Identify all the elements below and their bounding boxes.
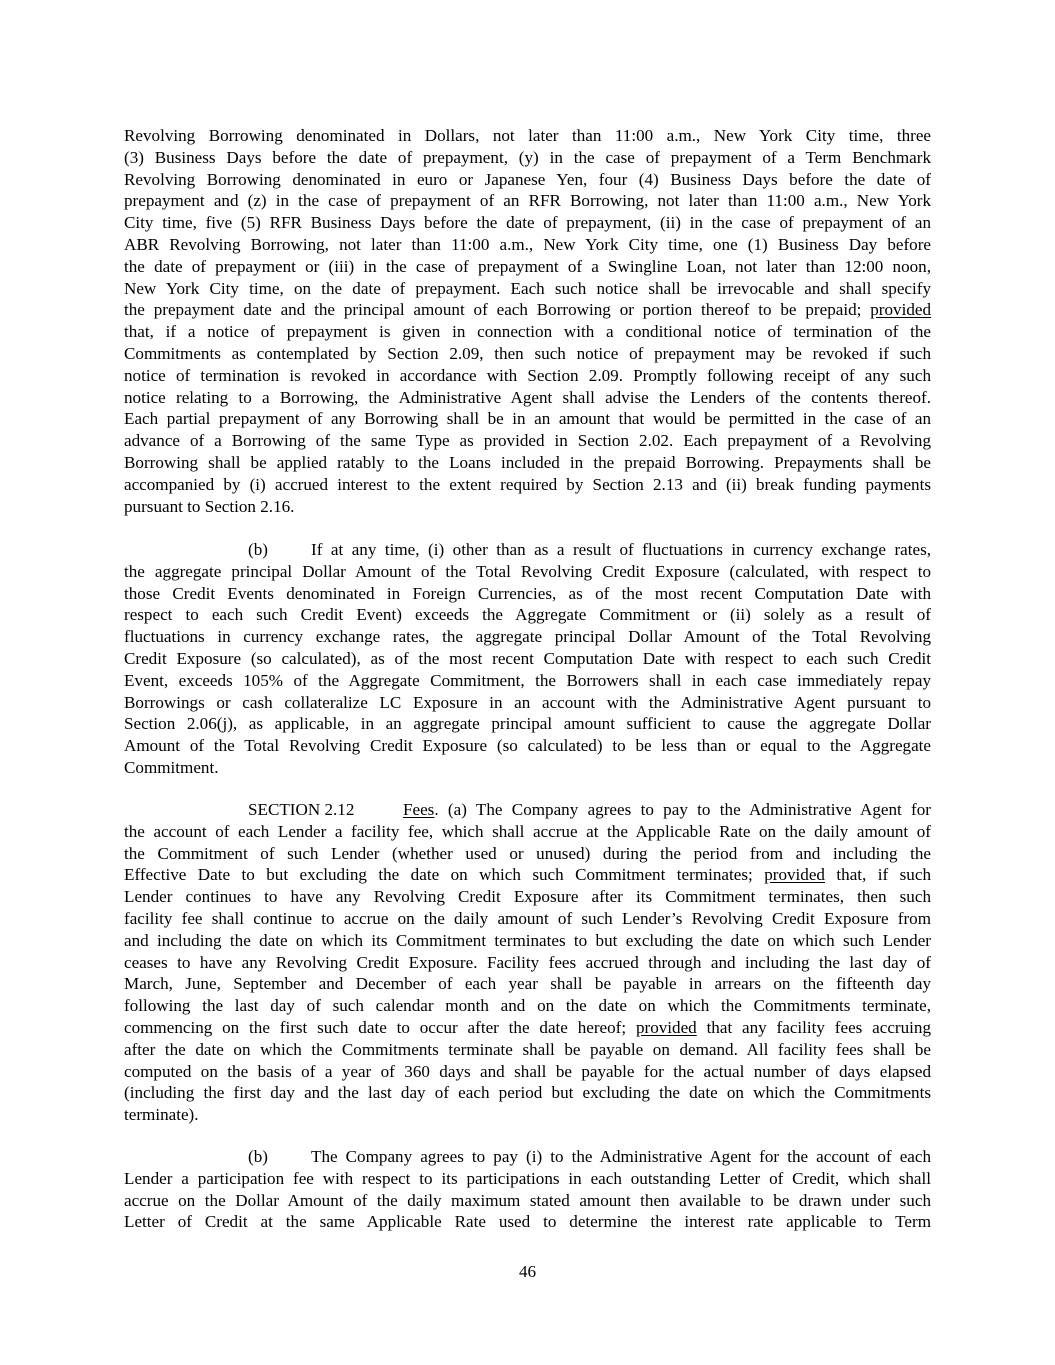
- text-fragment: commencing on the first such date to occur after the date hereof;: [124, 1017, 627, 1037]
- text-line: Each partial prepayment of any Borrowing shall be in an amount that would be permitted in the case of an: [124, 409, 931, 429]
- text-line: [124, 539, 931, 561]
- text-fragment: that, if such: [836, 865, 931, 885]
- text-line: the Commitment of such Lender (whether used or unused) during the period from and including the: [124, 843, 931, 863]
- text-line: advance of a Borrowing of the same Type as provided in Section 2.02. Each prepayment of a Revolving: [124, 431, 931, 451]
- text-line: accrue on the Dollar Amount of the daily maximum stated amount then available to be drawn under such: [124, 1190, 931, 1210]
- text-line: Commitment.: [124, 757, 219, 777]
- text-line: notice of termination is revoked in accordance with Section 2.09. Promptly following receipt of any such: [124, 365, 931, 385]
- text-line: those Credit Events denominated in Foreign Currencies, as of the most recent Computation Date with: [124, 583, 931, 603]
- text-line: terminate).: [124, 1105, 199, 1125]
- text-line: and including the date on which its Commitment terminates to but excluding the date on which such Lender: [124, 930, 931, 950]
- text-line: fluctuations in currency exchange rates, the aggregate principal Dollar Amount of the Total Revolving: [124, 627, 931, 647]
- text-line: Amount of the Total Revolving Credit Exposure (so calculated) to be less than or equal to the Aggregate: [124, 736, 931, 756]
- text-fragment: Effective Date to but excluding the date on which such Commitment terminates;: [124, 865, 753, 885]
- subsection-label: (b): [248, 540, 268, 559]
- text-line: Borrowings or cash collateralize LC Exposure in an account with the Administrative Agent pursuant to: [124, 692, 931, 712]
- text-line: Revolving Borrowing denominated in Dollars, not later than 11:00 a.m., New York City time, three: [124, 126, 931, 145]
- text-line: [124, 864, 931, 886]
- text-line: Lender a participation fee with respect to its participations in each outstanding Letter of Credit, which shall: [124, 1168, 931, 1188]
- text-line: ceases to have any Revolving Credit Exposure. Facility fees accrued through and including the last day of: [124, 952, 931, 972]
- text-line: Commitments as contemplated by Section 2.09, then such notice of prepayment may be revoked if such: [124, 343, 931, 363]
- text-line: Lender continues to have any Revolving Credit Exposure after its Commitment terminates, then such: [124, 887, 931, 907]
- text-line: ABR Revolving Borrowing, not later than 11:00 a.m., New York City time, one (1) Business Day before: [124, 234, 931, 254]
- text-line: following the last day of such calendar month and on the date on which the Commitments terminate,: [124, 996, 931, 1016]
- section-2-12-b-paragraph: [124, 1146, 931, 1233]
- section-number: SECTION 2.12: [248, 800, 355, 819]
- text-line: the date of prepayment or (iii) in the case of prepayment of a Swingline Loan, not later than 12:00 noon,: [124, 256, 931, 276]
- text-line: Credit Exposure (so calculated), as of the most recent Computation Date with respect to each such Credit: [124, 648, 931, 668]
- text-fragment: If at any time, (i) other than as a result of fluctuations in currency exchange rates,: [311, 540, 931, 559]
- text-line: prepayment and (z) in the case of prepayment of an RFR Borrowing, not later than 11:00 a.m., New York: [124, 191, 931, 211]
- text-line: notice relating to a Borrowing, the Administrative Agent shall advise the Lenders of the contents thereof.: [124, 387, 931, 407]
- provided-underlined: provided: [635, 1017, 697, 1037]
- text-line: (including the first day and the last day of each period but excluding the date on which the Commitments: [124, 1083, 931, 1103]
- text-line: after the date on which the Commitments terminate shall be payable on demand. All facility fees shall be: [124, 1039, 931, 1059]
- text-line: the aggregate principal Dollar Amount of the Total Revolving Credit Exposure (calculated, with respect to: [124, 561, 931, 581]
- text-line: [124, 1146, 931, 1168]
- section-heading: Fees: [403, 800, 435, 819]
- text-line: facility fee shall continue to accrue on the daily amount of such Lender’s Revolving Credit Exposure from: [124, 908, 931, 928]
- text-line: New York City time, on the date of prepayment. Each such notice shall be irrevocable and shall specify: [124, 278, 931, 298]
- text-line: the account of each Lender a facility fee, which shall accrue at the Applicable Rate on the daily amount of: [124, 821, 931, 841]
- text-line: [124, 299, 931, 321]
- text-fragment: . (a) The Company agrees to pay to the Administrative Agent for: [434, 800, 931, 819]
- text-line: [124, 1017, 931, 1039]
- text-line: computed on the basis of a year of 360 days and shall be payable for the actual number of days elapsed: [124, 1061, 931, 1081]
- text-fragment: the prepayment date and the principal amount of each Borrowing or portion thereof to be prepaid;: [124, 300, 862, 320]
- text-line: that, if a notice of prepayment is given in connection with a conditional notice of termination of the: [124, 322, 931, 342]
- section-2-12-fees: [124, 799, 931, 1126]
- text-line: City time, five (5) RFR Business Days before the date of prepayment, (ii) in the case of prepayment of an: [124, 213, 931, 233]
- text-line: Event, exceeds 105% of the Aggregate Commitment, the Borrowers shall in each case immediately repay: [124, 670, 931, 690]
- text-fragment: The Company agrees to pay (i) to the Administrative Agent for the account of each: [311, 1147, 931, 1166]
- text-line: respect to each such Credit Event) exceeds the Aggregate Commitment or (ii) solely as a result of: [124, 605, 931, 625]
- provided-underlined: provided: [870, 300, 931, 320]
- text-line: Revolving Borrowing denominated in euro or Japanese Yen, four (4) Business Days before the date of: [124, 169, 931, 189]
- page-number: 46: [518, 1262, 537, 1281]
- provided-underlined: provided: [764, 865, 825, 885]
- text-line: March, June, September and December of each year shall be payable in arrears on the fifteenth day: [124, 974, 931, 994]
- text-line: [124, 799, 931, 821]
- subsection-label: (b): [248, 1147, 268, 1166]
- text-line: pursuant to Section 2.16.: [124, 496, 295, 516]
- text-line: (3) Business Days before the date of prepayment, (y) in the case of prepayment of a Term Benchmark: [124, 147, 931, 167]
- text-line: accompanied by (i) accrued interest to the extent required by Section 2.13 and (ii) break funding payments: [124, 474, 931, 494]
- text-line: Borrowing shall be applied ratably to the Loans included in the prepaid Borrowing. Prepayments shall be: [124, 452, 931, 472]
- text-line: Section 2.06(j), as applicable, in an aggregate principal amount sufficient to cause the aggregate Dollar: [124, 714, 931, 734]
- prepayment-paragraph: [124, 125, 931, 517]
- subsection-b-paragraph: [124, 539, 931, 779]
- text-line: Letter of Credit at the same Applicable Rate used to determine the interest rate applicable to Term: [124, 1212, 931, 1232]
- text-fragment: that any facility fees accruing: [706, 1017, 931, 1037]
